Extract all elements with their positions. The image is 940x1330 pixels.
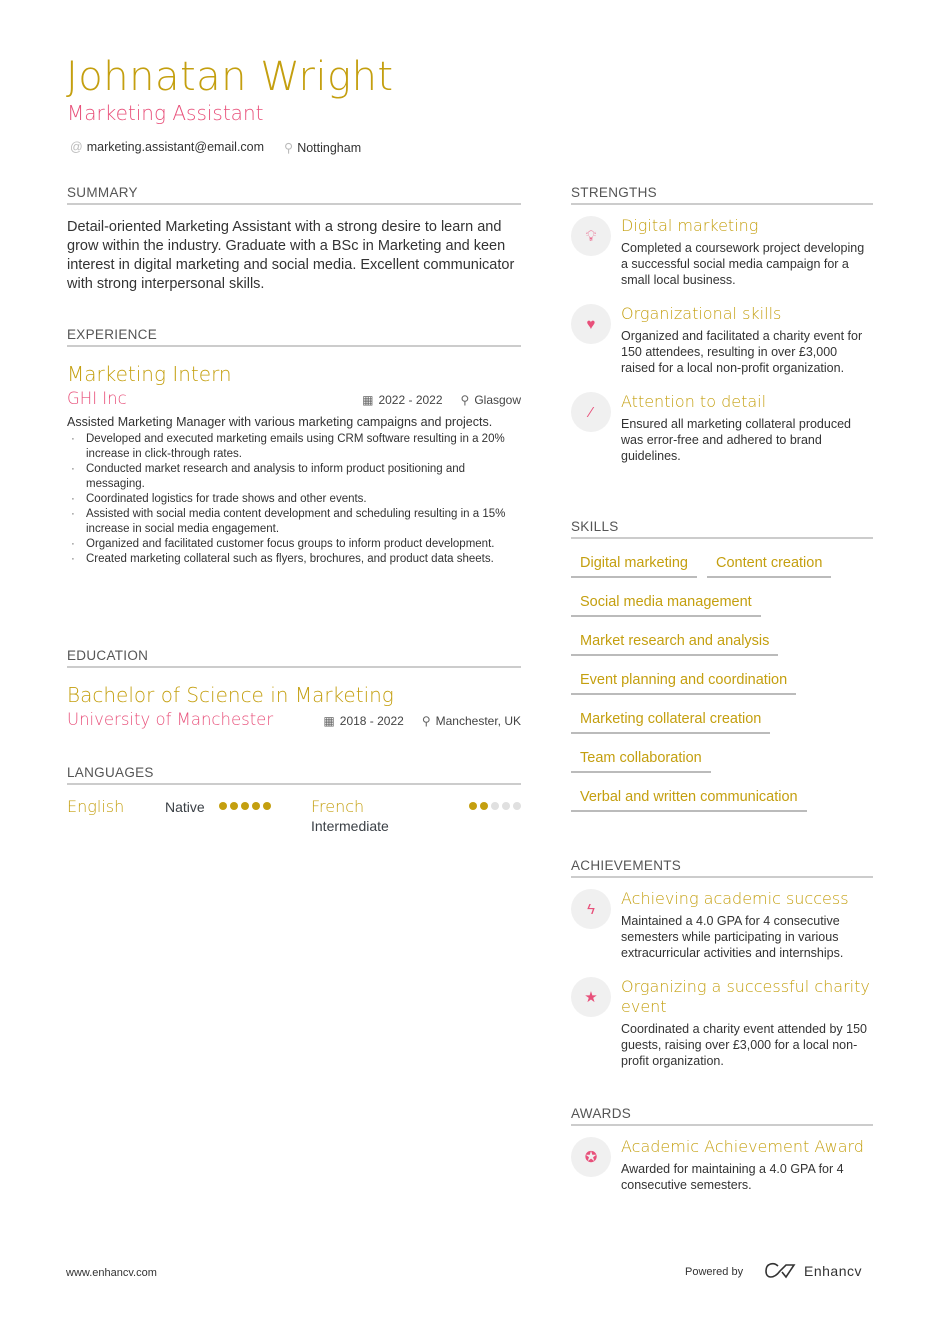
award-text: Awarded for maintaining a 4.0 GPA for 4 consecutive semesters. (621, 1162, 844, 1192)
location-pin-icon: ⚲ (284, 141, 294, 155)
star-icon: ★ (571, 977, 611, 1017)
powered-by: Powered by (685, 1266, 744, 1278)
edu-dates: 2018 - 2022 (339, 714, 404, 728)
strength-text: Ensured all marketing collateral produced was error-free and adhered to brand guidelines. (621, 417, 851, 463)
section-heading: ACHIEVEMENTS (571, 858, 873, 878)
skill-tag: Digital marketing (571, 549, 697, 578)
enhancv-logo[interactable] (764, 1262, 862, 1280)
strength-title: Digital marketing (621, 216, 759, 235)
bullet-item: · Developed and executed marketing emails using CRM software resulting in a 20% increase in click-through rates. (67, 432, 521, 462)
bullet-item: · Conducted market research and analysis to inform product positioning and messaging. (67, 462, 521, 492)
language-name: French (311, 797, 365, 816)
achievement-text: Coordinated a charity event attended by 150 guests, raising over £3,000 for a local non-profit organization. (621, 1022, 868, 1068)
strength-title: Organizational skills (621, 304, 782, 323)
achievement-text: Maintained a 4.0 GPA for 4 consecutive semesters while participating in various extracurricular activities and internships. (621, 914, 844, 960)
bullet-item: · Organized and facilitated customer focus groups to inform product development. (67, 537, 521, 552)
job-description: Assisted Marketing Manager with various marketing campaigns and projects. (67, 415, 493, 429)
section-heading: AWARDS (571, 1106, 873, 1126)
lightbulb-icon: 💡︎ (571, 216, 611, 256)
candidate-title: Marketing Assistant (67, 101, 264, 125)
bullet-item: · Coordinated logistics for trade shows and other events. (67, 492, 521, 507)
education-section (67, 648, 521, 729)
experience-section (67, 327, 521, 567)
location-pin-icon: ⚲ (460, 393, 470, 407)
at-icon: @ (70, 140, 83, 154)
bullet-item: · Created marketing collateral such as flyers, brochures, and product data sheets. (67, 552, 521, 567)
skill-tag: Verbal and written communication (571, 783, 807, 812)
section-heading: EXPERIENCE (67, 327, 521, 347)
magic-wand-icon: ⁄ (571, 392, 611, 432)
location-pin-icon: ⚲ (421, 714, 431, 728)
strength-text: Completed a coursework project developing a successful social media campaign for a small local business. (621, 241, 865, 287)
contact-info (70, 140, 361, 155)
email[interactable]: marketing.assistant@email.com (86, 140, 265, 154)
section-heading: LANGUAGES (67, 765, 521, 785)
language-rating (469, 802, 521, 834)
job-dates: 2022 - 2022 (378, 393, 443, 407)
section-heading: SKILLS (571, 519, 873, 539)
job-location: Glasgow (474, 393, 521, 407)
website-link[interactable]: www.enhancv.com (66, 1267, 157, 1279)
brand-name: Enhancv (804, 1263, 862, 1279)
achievement-title: Organizing a successful charity event (621, 977, 870, 1016)
award-title: Academic Achievement Award (621, 1137, 864, 1156)
candidate-name: Johnatan Wright (66, 54, 394, 100)
award-icon: ✪ (571, 1137, 611, 1177)
calendar-icon: ▦ (362, 393, 374, 407)
summary-section (67, 185, 521, 294)
calendar-icon: ▦ (323, 714, 335, 728)
skill-tag: Marketing collateral creation (571, 705, 770, 734)
language-level: Intermediate (311, 818, 389, 834)
school-name: University of Manchester (67, 710, 274, 729)
job-role: Marketing Intern (67, 362, 232, 386)
strength-text: Organized and facilitated a charity event for 150 attendees, resulting in over £3,000 raised for a local non-profit organization. (621, 329, 863, 375)
skills-section (571, 519, 873, 822)
achievement-title: Achieving academic success (621, 889, 849, 908)
strength-title: Attention to detail (621, 392, 767, 411)
achievements-section (571, 858, 873, 1069)
section-heading: EDUCATION (67, 648, 521, 668)
skill-tag: Market research and analysis (571, 627, 778, 656)
section-heading: SUMMARY (67, 185, 521, 205)
skill-tag: Social media management (571, 588, 761, 617)
location: Nottingham (297, 141, 362, 155)
enhancv-logo-icon (764, 1262, 796, 1280)
summary-text: Detail-oriented Marketing Assistant with a strong desire to learn and grow within the industry. Graduate with a BSc in Marketing and keen interest in digital marketing and social media. Excellent communicator with strong interpersonal skills. (67, 219, 515, 292)
skill-tag: Team collaboration (571, 744, 711, 773)
awards-section (571, 1106, 873, 1193)
company-name: GHI Inc (67, 389, 127, 408)
skill-tag: Event planning and coordination (571, 666, 796, 695)
section-heading: STRENGTHS (571, 185, 873, 205)
bolt-icon: ϟ (571, 889, 611, 929)
languages-section (67, 765, 521, 834)
edu-location: Manchester, UK (435, 714, 521, 728)
language-name: English (67, 797, 125, 816)
skill-tag: Content creation (707, 549, 831, 578)
bullet-item: · Assisted with social media content development and scheduling resulting in a 15% increase in social media engagement. (67, 507, 521, 537)
degree: Bachelor of Science in Marketing (67, 683, 394, 707)
language-rating (219, 802, 311, 834)
language-level: Native (165, 799, 205, 815)
job-bullets (67, 432, 521, 567)
heart-icon: ♥ (571, 304, 611, 344)
strengths-section (571, 185, 873, 464)
